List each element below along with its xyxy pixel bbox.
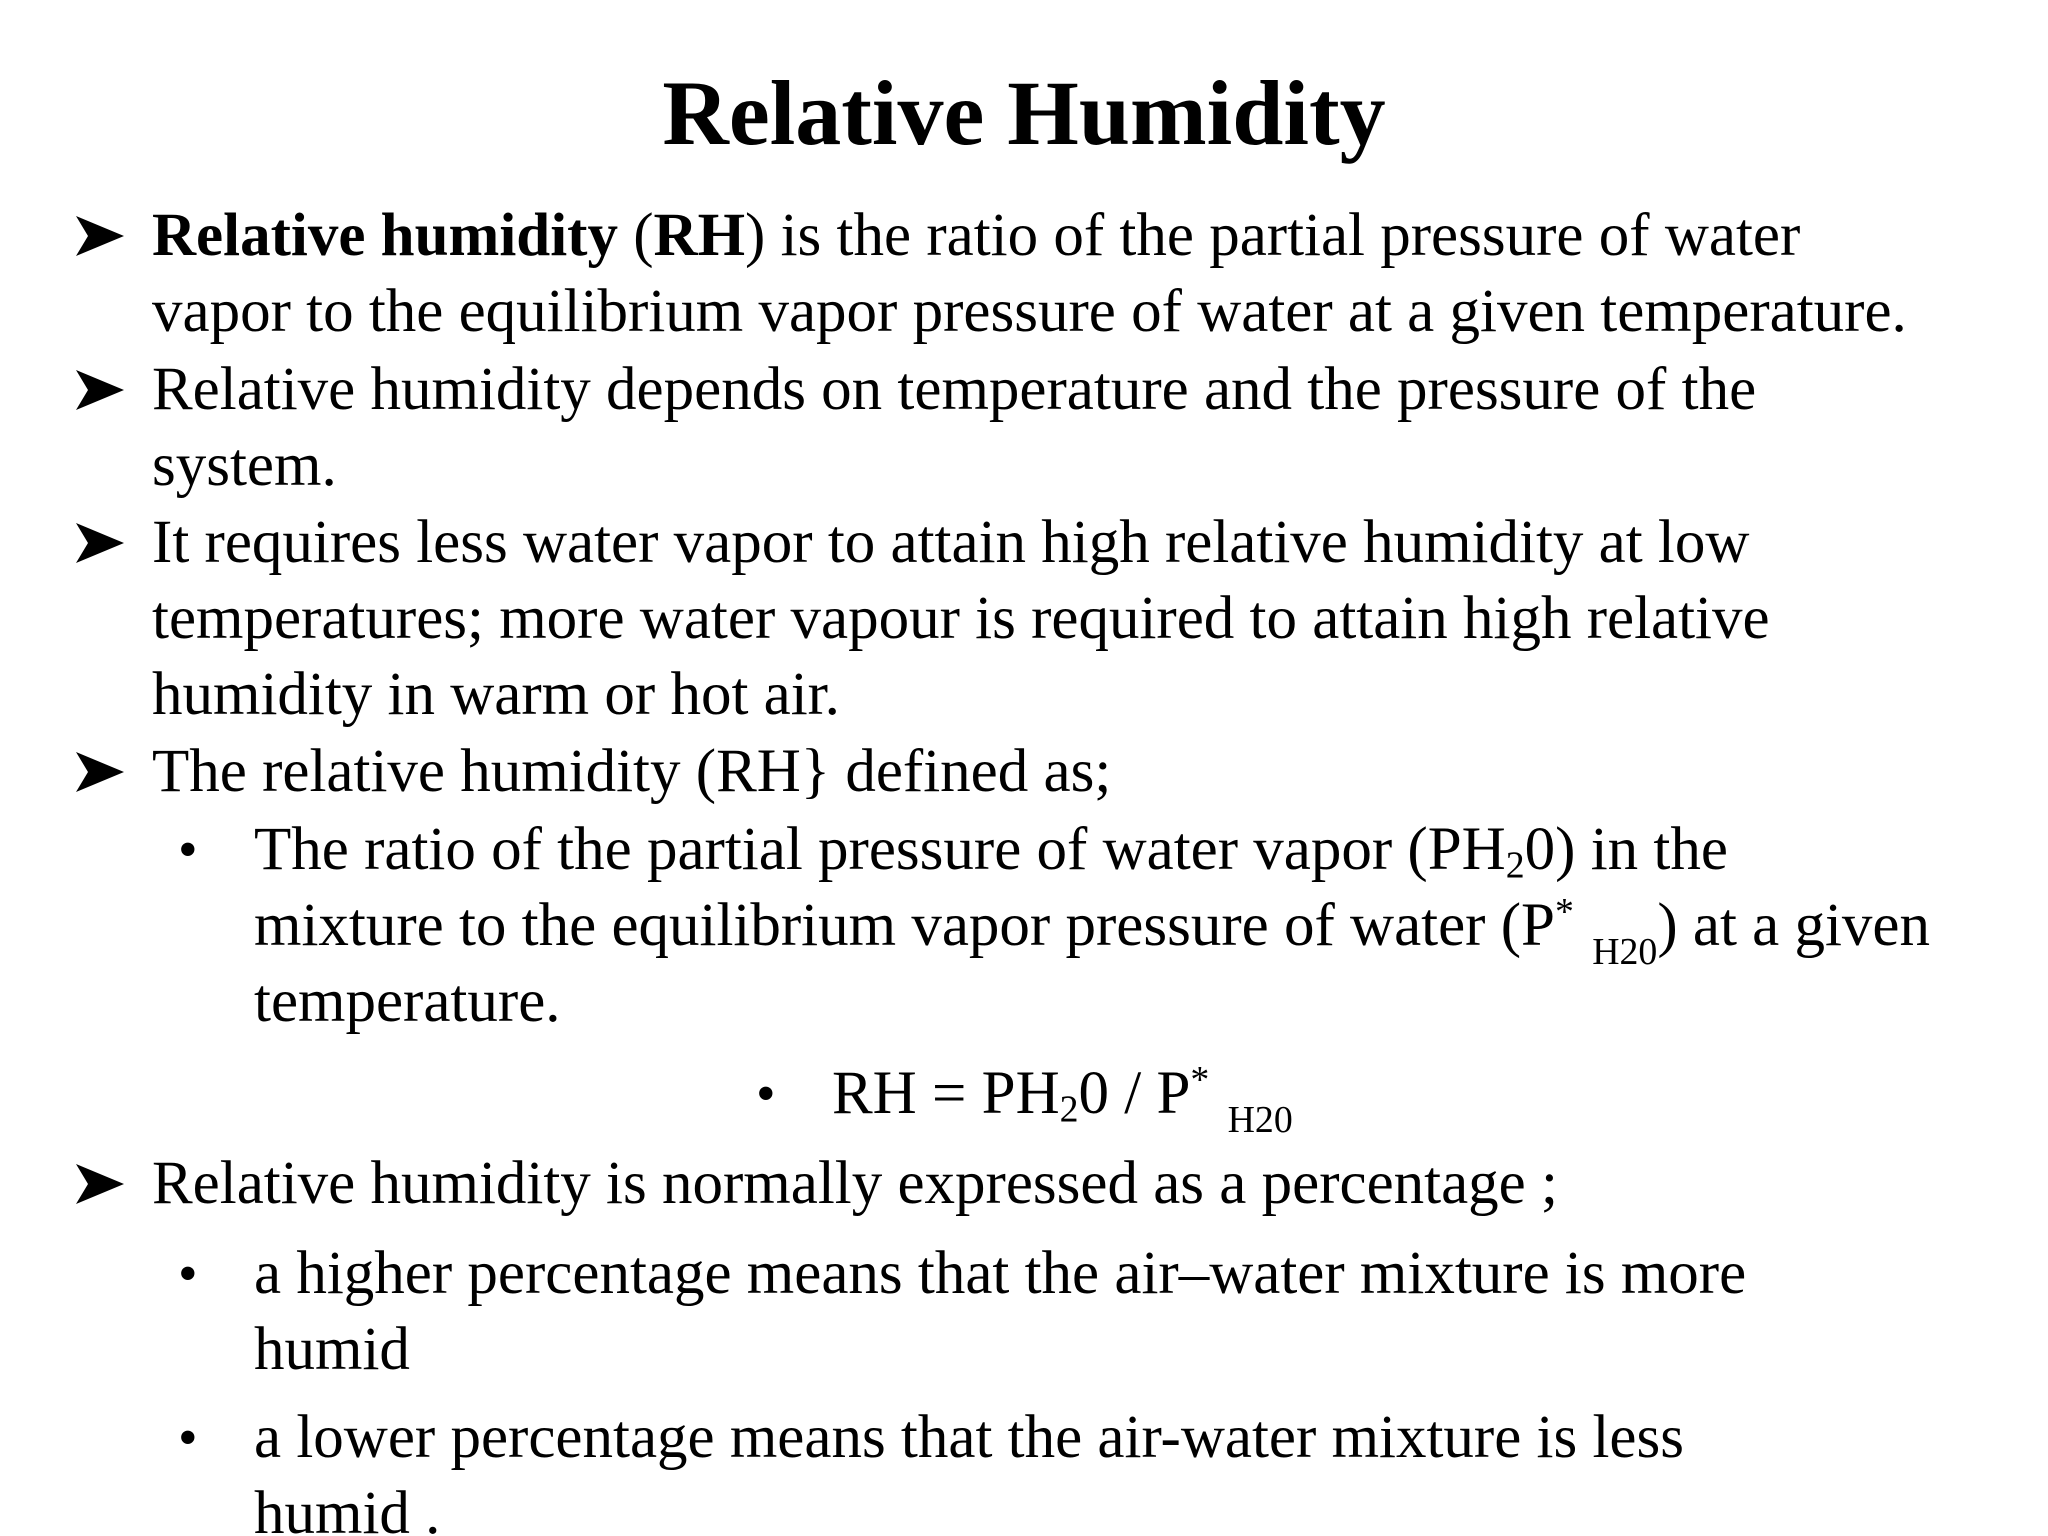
bullet-5-line-1: Relative humidity is normally expressed as a percentage ; — [152, 1150, 1558, 1217]
bullet-5-sub-2-line-1: a lower percentage means that the air-water mixture is less — [254, 1404, 1684, 1471]
sub-bullet-dot: • — [178, 1243, 198, 1305]
slide-title: Relative Humidity — [662, 62, 1386, 164]
term-relative-humidity: Relative humidity — [152, 202, 618, 269]
arrow-bullet-icon — [72, 208, 132, 268]
term-rh: RH — [653, 202, 746, 269]
bullet-5-sub-1-line-2: humid — [254, 1316, 410, 1383]
bullet-4-line-1: The relative humidity (RH} defined as; — [152, 738, 1112, 805]
arrow-bullet-icon — [72, 362, 132, 422]
bullet-4-sub-line-1: The ratio of the partial pressure of water vapor $(PH_20)$ in the — [254, 816, 1728, 887]
sub-bullet-dot: • — [178, 1407, 198, 1469]
bullet-3-line-2: temperatures; more water vapour is required to attain high relative — [152, 585, 1770, 652]
bullet-1-line-2: vapor to the equilibrium vapor pressure of water at a given temperature. — [152, 278, 1907, 345]
arrow-bullet-icon — [72, 515, 132, 575]
bullet-4-sub-line-3: temperature. — [254, 968, 561, 1035]
bullet-4-sub-line-2: mixture to the equilibrium vapor pressure of water $(P^*_{H20})$ at a given — [254, 891, 1931, 973]
formula-bullet-dot: • — [756, 1063, 776, 1125]
arrow-bullet-icon — [72, 1156, 132, 1216]
bullet-1-line-1: Relative humidity (RH) is the ratio of the partial pressure of water — [152, 202, 1801, 269]
bullet-5-sub-1-line-1: a higher percentage means that the air–water mixture is more — [254, 1240, 1747, 1307]
rh-formula: RH = $PH_20 / P^*_{H20}$ — [832, 1059, 1293, 1141]
bullet-3-line-1: It requires less water vapor to attain high relative humidity at low — [152, 509, 1750, 576]
sub-bullet-dot: • — [178, 819, 198, 881]
bullet-5-sub-2-line-2: humid . — [254, 1480, 441, 1536]
arrow-bullet-icon — [72, 744, 132, 804]
bullet-2-line-2: system. — [152, 432, 337, 499]
bullet-3-line-3: humidity in warm or hot air. — [152, 661, 840, 728]
bullet-2-line-1: Relative humidity depends on temperature and the pressure of the — [152, 356, 1757, 423]
